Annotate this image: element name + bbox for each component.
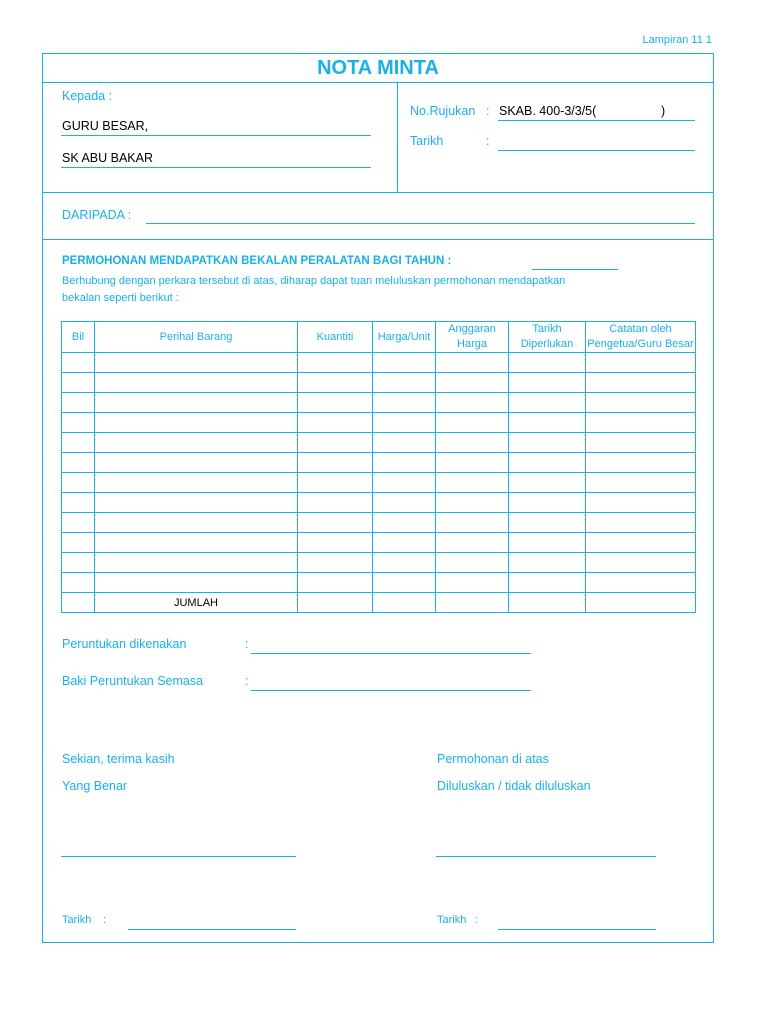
tarikh-bottom-right-label: Tarikh <box>437 914 467 926</box>
table-cell[interactable] <box>95 393 298 413</box>
table-cell[interactable] <box>298 453 373 473</box>
table-cell[interactable] <box>95 473 298 493</box>
daripada-field[interactable] <box>146 223 695 224</box>
yang-benar-text: Yang Benar <box>62 779 128 793</box>
total-cell[interactable] <box>509 593 586 613</box>
table-row <box>62 553 696 573</box>
total-cell[interactable] <box>373 593 436 613</box>
table-cell[interactable] <box>298 433 373 453</box>
baki-colon: : <box>245 674 249 688</box>
table-cell[interactable] <box>436 433 509 453</box>
header-tarikh-diperlukan: Tarikh Diperlukan <box>509 322 586 353</box>
daripada-divider <box>43 239 713 240</box>
table-cell[interactable] <box>298 373 373 393</box>
header-divider <box>43 192 713 193</box>
table-cell[interactable] <box>298 533 373 553</box>
table-cell[interactable] <box>436 413 509 433</box>
kepada-label: Kepada : <box>62 89 113 103</box>
table-cell[interactable] <box>373 433 436 453</box>
table-cell[interactable] <box>436 453 509 473</box>
tarikh-bottom-right-field[interactable] <box>498 929 656 930</box>
table-cell[interactable] <box>373 453 436 473</box>
permohonan-heading: PERMOHONAN MENDAPATKAN BEKALAN PERALATAN BAGI TAHUN : <box>62 255 452 267</box>
table-cell[interactable] <box>298 393 373 413</box>
table-cell[interactable] <box>586 353 696 373</box>
table-cell[interactable] <box>62 473 95 493</box>
table-cell[interactable] <box>62 533 95 553</box>
table-cell[interactable] <box>298 413 373 433</box>
form-title: NOTA MINTA <box>317 57 439 79</box>
table-cell[interactable] <box>62 373 95 393</box>
table-cell[interactable] <box>586 553 696 573</box>
permohonan-body-line1: Berhubung dengan perkara tersebut di atas, diharap dapat tuan meluluskan permohonan mendapatkan <box>62 275 566 287</box>
table-cell[interactable] <box>509 473 586 493</box>
table-cell[interactable] <box>586 493 696 513</box>
tarikh-bottom-left-label: Tarikh <box>62 914 92 926</box>
rujukan-underline <box>498 120 695 121</box>
table-row <box>62 573 696 593</box>
table-cell[interactable] <box>509 453 586 473</box>
table-cell[interactable] <box>509 573 586 593</box>
table-cell[interactable] <box>586 433 696 453</box>
table-cell[interactable] <box>95 553 298 573</box>
table-cell[interactable] <box>509 553 586 573</box>
table-cell[interactable] <box>436 553 509 573</box>
table-cell[interactable] <box>436 573 509 593</box>
attachment-ref: Lampiran 11 1 <box>642 34 712 46</box>
table-cell[interactable] <box>373 393 436 413</box>
table-cell[interactable] <box>373 373 436 393</box>
rujukan-colon: : <box>486 104 490 118</box>
kepada-line2-underline <box>61 167 371 168</box>
table-cell[interactable] <box>95 533 298 553</box>
rujukan-closing: ) <box>661 104 666 118</box>
header-bil: Bil <box>62 322 95 353</box>
table-cell[interactable] <box>95 513 298 533</box>
rujukan-value[interactable]: SKAB. 400-3/3/5( <box>499 104 597 118</box>
kepada-line1-underline <box>61 135 371 136</box>
permohonan-body-line2: bekalan seperti berikut : <box>62 292 179 304</box>
table-cell[interactable] <box>373 353 436 373</box>
table-cell[interactable] <box>509 353 586 373</box>
approval-status-text: Diluluskan / tidak diluluskan <box>437 779 591 793</box>
table-cell[interactable] <box>62 493 95 513</box>
table-cell[interactable] <box>298 353 373 373</box>
header-divider-vertical <box>397 82 398 192</box>
table-cell[interactable] <box>62 393 95 413</box>
table-cell[interactable] <box>586 513 696 533</box>
table-cell[interactable] <box>95 453 298 473</box>
table-cell[interactable] <box>436 473 509 493</box>
baki-field[interactable] <box>251 690 531 691</box>
table-cell[interactable] <box>586 573 696 593</box>
total-cell <box>62 593 95 613</box>
table-header-row <box>62 322 696 353</box>
table-cell[interactable] <box>436 373 509 393</box>
table-row <box>62 393 696 413</box>
daripada-label: DARIPADA : <box>62 208 132 222</box>
table-cell[interactable] <box>509 393 586 413</box>
peruntukan-colon: : <box>245 637 249 651</box>
table-row <box>62 493 696 513</box>
header-anggaran-harga: Anggaran Harga <box>436 322 509 353</box>
table-cell[interactable] <box>373 513 436 533</box>
table-row <box>62 453 696 473</box>
items-table <box>61 321 696 613</box>
total-cell[interactable] <box>436 593 509 613</box>
total-row <box>62 593 696 613</box>
table-cell[interactable] <box>436 513 509 533</box>
tarikh-top-label: Tarikh <box>410 134 444 148</box>
table-cell[interactable] <box>298 493 373 513</box>
table-row <box>62 413 696 433</box>
peruntukan-label: Peruntukan dikenakan <box>62 637 187 651</box>
table-cell[interactable] <box>95 413 298 433</box>
table-cell[interactable] <box>298 553 373 573</box>
kepada-line2: SK ABU BAKAR <box>62 151 154 165</box>
baki-label: Baki Peruntukan Semasa <box>62 674 204 688</box>
header-harga-unit: Harga/Unit <box>373 322 436 353</box>
table-cell[interactable] <box>586 393 696 413</box>
signature-left-line[interactable] <box>61 856 296 857</box>
table-cell[interactable] <box>586 413 696 433</box>
table-cell[interactable] <box>509 433 586 453</box>
table-cell[interactable] <box>62 553 95 573</box>
table-cell[interactable] <box>373 573 436 593</box>
closing-text: Sekian, terima kasih <box>62 752 175 766</box>
table-row <box>62 433 696 453</box>
table-cell[interactable] <box>62 573 95 593</box>
table-cell[interactable] <box>586 373 696 393</box>
table-cell[interactable] <box>373 493 436 513</box>
table-cell[interactable] <box>509 493 586 513</box>
table-cell[interactable] <box>509 373 586 393</box>
tarikh-bottom-left-colon: : <box>103 914 107 926</box>
table-cell[interactable] <box>436 353 509 373</box>
table-cell[interactable] <box>62 353 95 373</box>
table-cell[interactable] <box>95 493 298 513</box>
table-cell[interactable] <box>298 473 373 493</box>
header-catatan: Catatan oleh Pengetua/Guru Besar <box>586 322 696 353</box>
table-row <box>62 513 696 533</box>
table-cell[interactable] <box>62 453 95 473</box>
kepada-line1: GURU BESAR, <box>62 119 149 133</box>
title-divider <box>43 82 713 83</box>
table-cell[interactable] <box>373 553 436 573</box>
table-cell[interactable] <box>95 353 298 373</box>
table-cell[interactable] <box>373 473 436 493</box>
table-cell[interactable] <box>95 373 298 393</box>
table-row <box>62 373 696 393</box>
table-cell[interactable] <box>373 533 436 553</box>
tarikh-top-field[interactable] <box>498 150 695 151</box>
table-cell[interactable] <box>62 413 95 433</box>
table-cell[interactable] <box>436 493 509 513</box>
tarikh-bottom-left-field[interactable] <box>128 929 296 930</box>
table-cell[interactable] <box>298 513 373 533</box>
table-cell[interactable] <box>586 453 696 473</box>
table-row <box>62 473 696 493</box>
table-row <box>62 533 696 553</box>
table-cell[interactable] <box>436 533 509 553</box>
signature-right-line[interactable] <box>436 856 656 857</box>
tahun-field[interactable] <box>532 269 618 270</box>
table-row <box>62 353 696 373</box>
table-cell[interactable] <box>62 513 95 533</box>
table-cell[interactable] <box>373 413 436 433</box>
total-cell[interactable] <box>586 593 696 613</box>
table-cell[interactable] <box>62 433 95 453</box>
table-cell[interactable] <box>95 433 298 453</box>
rujukan-label: No.Rujukan <box>410 104 476 118</box>
tarikh-bottom-right-colon: : <box>475 914 479 926</box>
header-kuantiti: Kuantiti <box>298 322 373 353</box>
peruntukan-field[interactable] <box>251 653 531 654</box>
header-perihal-barang: Perihal Barang <box>95 322 298 353</box>
total-label: JUMLAH <box>95 593 298 613</box>
table-cell[interactable] <box>436 393 509 413</box>
table-cell[interactable] <box>95 573 298 593</box>
approval-text: Permohonan di atas <box>437 752 549 766</box>
tarikh-top-colon: : <box>486 134 490 148</box>
total-cell[interactable] <box>298 593 373 613</box>
table-cell[interactable] <box>509 513 586 533</box>
table-cell[interactable] <box>509 413 586 433</box>
table-cell[interactable] <box>298 573 373 593</box>
table-cell[interactable] <box>509 533 586 553</box>
table-cell[interactable] <box>586 533 696 553</box>
table-cell[interactable] <box>586 473 696 493</box>
